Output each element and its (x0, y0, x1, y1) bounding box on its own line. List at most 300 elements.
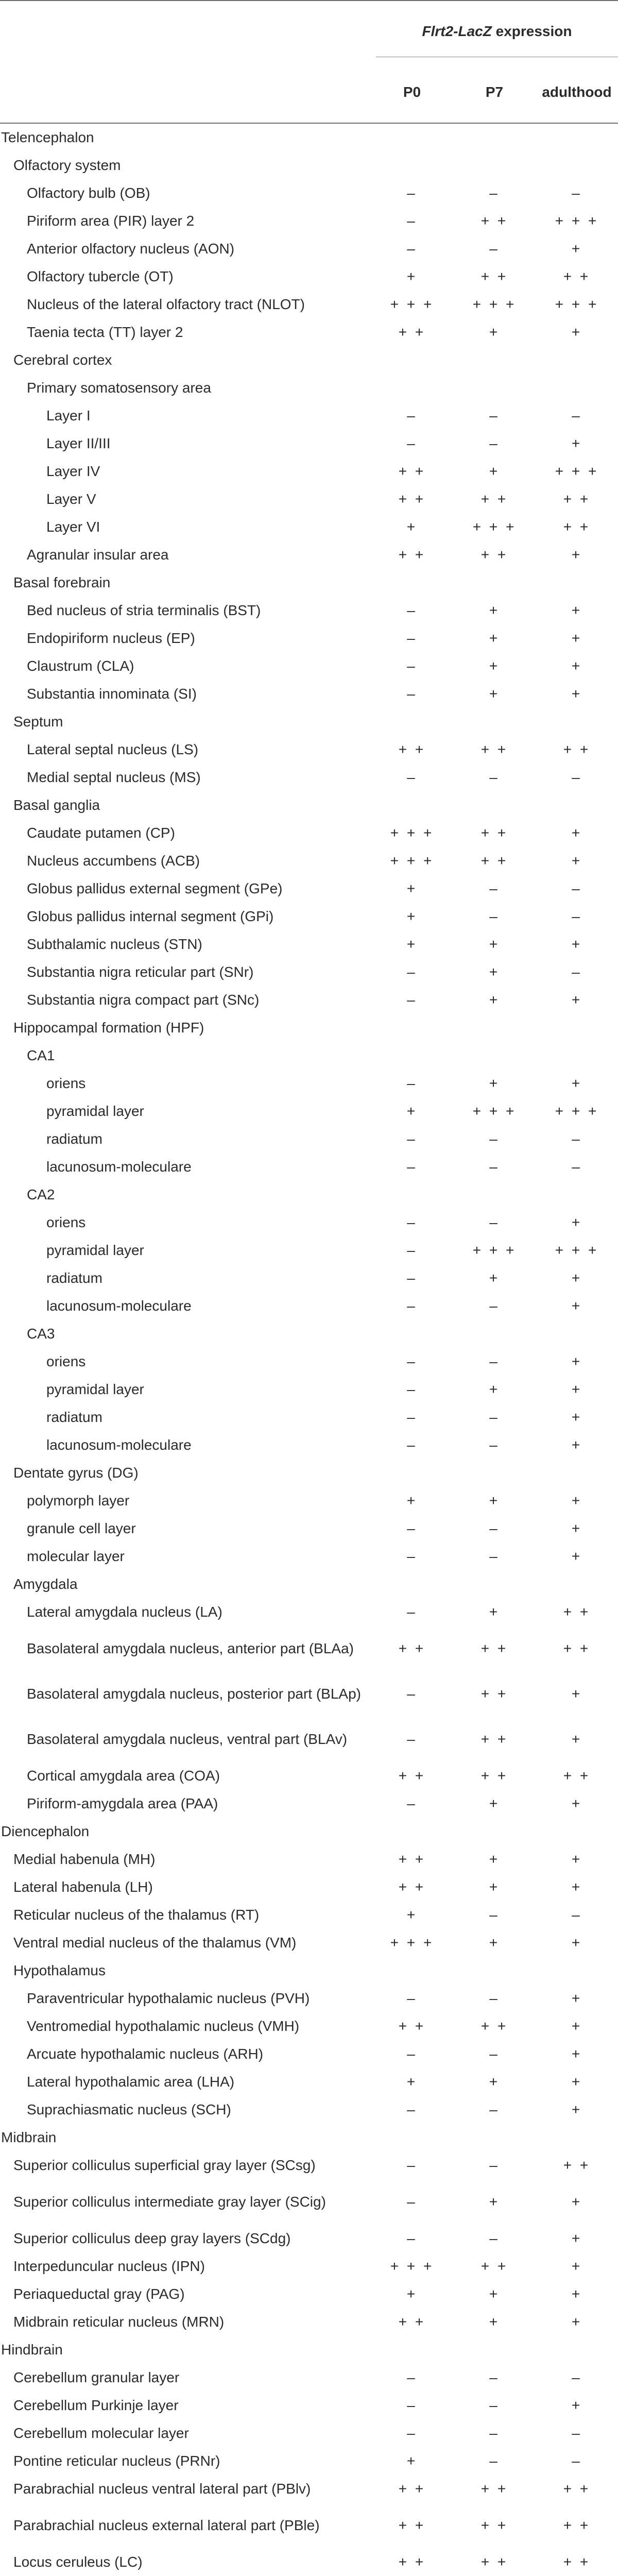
expression-caption (376, 23, 618, 40)
table-row (0, 2548, 618, 2576)
table-row (0, 263, 618, 291)
value-p7: – (489, 185, 500, 201)
region-name: Globus pallidus external segment (GPe) (27, 880, 283, 896)
value-p0: – (407, 2102, 417, 2117)
value-p0: + (406, 936, 418, 952)
table-row (0, 346, 618, 374)
table-row (0, 1431, 618, 1459)
value-adulthood: + + (563, 741, 591, 757)
value-adulthood: + + + (555, 213, 599, 229)
table-row (0, 708, 618, 736)
value-p0: – (407, 241, 417, 257)
table-row (0, 1320, 618, 1348)
table-row (0, 1125, 618, 1153)
value-p0: + (406, 268, 418, 284)
region-name: molecular layer (27, 1548, 125, 1564)
value-adulthood: + (571, 1520, 582, 1536)
table-row (0, 1671, 618, 1717)
value-adulthood: + (571, 1935, 582, 1951)
value-p0: + + (398, 491, 426, 507)
region-name: Ventromedial hypothalamic nucleus (VMH) (27, 2018, 300, 2034)
table-row (0, 2308, 618, 2336)
value-adulthood: + (571, 1879, 582, 1895)
value-p0: – (407, 1353, 417, 1369)
value-adulthood: + (571, 825, 582, 841)
value-p7: + (489, 686, 500, 702)
value-adulthood: + (571, 1075, 582, 1091)
region-name: lacunosum-moleculare (46, 1159, 192, 1175)
region-name: Lateral amygdala nucleus (LA) (27, 1604, 222, 1620)
region-name: Diencephalon (1, 1823, 90, 1839)
value-adulthood: + (571, 2314, 582, 2330)
value-adulthood: + (571, 1298, 582, 1314)
value-p0: – (407, 2397, 417, 2413)
value-p0: + + (398, 1879, 426, 1895)
table-row (0, 2419, 618, 2447)
value-p0: – (407, 1548, 417, 1564)
value-p7: + + (480, 2554, 508, 2570)
value-p7: + + (480, 268, 508, 284)
value-adulthood: + (571, 630, 582, 646)
region-name: Suprachiasmatic nucleus (SCH) (27, 2102, 231, 2117)
value-adulthood: – (572, 964, 582, 980)
value-p0: + (406, 1493, 418, 1509)
region-name: Anterior olfactory nucleus (AON) (27, 241, 235, 257)
table-row (0, 235, 618, 263)
value-p7: – (489, 1131, 500, 1147)
value-adulthood: – (572, 2425, 582, 2441)
value-p7: – (489, 2425, 500, 2441)
region-name: CA3 (27, 1326, 55, 1342)
value-adulthood: + (571, 1548, 582, 1564)
value-p0: – (407, 2369, 417, 2385)
region-name: Medial habenula (MH) (13, 1851, 156, 1867)
table-row (0, 2151, 618, 2179)
value-p7: + + (480, 1640, 508, 1656)
value-p0: – (407, 630, 417, 646)
region-name: Amygdala (13, 1576, 78, 1592)
region-name: Superior colliculus superficial gray layer (SCsg) (13, 2157, 316, 2173)
value-p7: + + (480, 1768, 508, 1784)
table-row (0, 1376, 618, 1403)
value-adulthood: + (571, 2074, 582, 2090)
value-adulthood: + (571, 2286, 582, 2302)
value-p0: + (406, 2074, 418, 2090)
region-name: radiatum (46, 1131, 102, 1147)
value-p7: + (489, 1935, 500, 1951)
value-p7: + (489, 658, 500, 674)
region-name: Basolateral amygdala nucleus, anterior part (BLAa) (27, 1640, 354, 1656)
table-row (0, 875, 618, 903)
table-row (0, 2336, 618, 2364)
table-row (0, 541, 618, 569)
value-adulthood: + + (563, 2554, 591, 2570)
value-p7: + (489, 1493, 500, 1509)
region-name: Hippocampal formation (HPF) (13, 1020, 204, 1036)
region-name: pyramidal layer (46, 1381, 144, 1397)
table-row (0, 847, 618, 875)
value-p0: + + (398, 2554, 426, 2570)
value-p0: – (407, 1520, 417, 1536)
value-adulthood: + (571, 1731, 582, 1747)
value-adulthood: + + (563, 1640, 591, 1656)
value-adulthood: + (571, 2046, 582, 2062)
region-name: Ventral medial nucleus of the thalamus (VM) (13, 1935, 297, 1951)
value-p0: – (407, 1242, 417, 1258)
region-name: Midbrain (1, 2129, 57, 2145)
value-adulthood: + (571, 1686, 582, 1702)
table-row (0, 1929, 618, 1957)
table-row (0, 2252, 618, 2280)
value-p0: – (407, 2425, 417, 2441)
table-row (0, 513, 618, 541)
value-p0: + + (398, 1768, 426, 1784)
value-adulthood: + (571, 324, 582, 340)
region-name: Basal ganglia (13, 797, 100, 813)
table-row (0, 179, 618, 207)
region-name: Substantia nigra reticular part (SNr) (27, 964, 254, 980)
table-caption-row (0, 0, 618, 62)
value-p7: – (489, 2102, 500, 2117)
value-p0: – (407, 658, 417, 674)
value-p0: – (407, 1795, 417, 1811)
table-row (0, 1487, 618, 1515)
region-name: oriens (46, 1353, 86, 1369)
value-adulthood: + (571, 2397, 582, 2413)
value-p7: – (489, 2046, 500, 2062)
value-adulthood: + + + (555, 296, 599, 312)
region-name: Arcuate hypothalamic nucleus (ARH) (27, 2046, 264, 2062)
value-p0: + + (398, 324, 426, 340)
region-name: Globus pallidus internal segment (GPi) (27, 908, 274, 924)
value-p7: + + (480, 2018, 508, 2034)
value-p7: + (489, 1075, 500, 1091)
value-p7: + + + (472, 1103, 517, 1119)
value-adulthood: + + + (555, 1242, 599, 1258)
table-row (0, 791, 618, 819)
value-p0: + (406, 880, 418, 896)
value-adulthood: + + (563, 519, 591, 535)
value-p0: – (407, 1159, 417, 1175)
table-row (0, 1403, 618, 1431)
value-adulthood: + + (563, 491, 591, 507)
value-p7: – (489, 908, 500, 924)
region-name: Pontine reticular nucleus (PRNr) (13, 2453, 220, 2469)
table-row (0, 680, 618, 708)
value-p0: + + + (390, 1935, 434, 1951)
table-row (0, 736, 618, 764)
value-p7: – (489, 1990, 500, 2006)
value-p0: – (407, 1686, 417, 1702)
value-p0: – (407, 686, 417, 702)
region-name: Superior colliculus intermediate gray layer (SCig) (13, 2194, 326, 2210)
table-row (0, 1845, 618, 1873)
value-p7: – (489, 1298, 500, 1314)
value-adulthood: + (571, 936, 582, 952)
table-row (0, 2475, 618, 2503)
table-row (0, 374, 618, 402)
region-name: Piriform-amygdala area (PAA) (27, 1795, 218, 1811)
region-name: Olfactory bulb (OB) (27, 185, 150, 201)
value-p7: + + + (472, 1242, 517, 1258)
value-p7: + (489, 1851, 500, 1867)
value-p7: – (489, 2369, 500, 2385)
region-name: Substantia nigra compact part (SNc) (27, 992, 260, 1008)
value-adulthood: + (571, 1381, 582, 1397)
value-p7: + (489, 463, 500, 479)
value-p0: – (407, 2157, 417, 2173)
region-name: Medial septal nucleus (MS) (27, 769, 201, 785)
value-p0: + + + (390, 853, 434, 869)
value-p7: – (489, 2397, 500, 2413)
value-adulthood: + (571, 2258, 582, 2274)
value-p0: – (407, 1075, 417, 1091)
value-p0: – (407, 1270, 417, 1286)
value-adulthood: + (571, 1493, 582, 1509)
value-adulthood: – (572, 1907, 582, 1923)
value-p0: – (407, 1409, 417, 1425)
value-adulthood: + (571, 1437, 582, 1453)
region-name: Piriform area (PIR) layer 2 (27, 213, 195, 229)
value-p0: + (406, 519, 418, 535)
region-name: Lateral hypothalamic area (LHA) (27, 2074, 235, 2090)
value-p7: – (489, 241, 500, 257)
value-p7: + + (480, 853, 508, 869)
region-name: radiatum (46, 1270, 102, 1286)
region-name: Basolateral amygdala nucleus, ventral part (BLAv) (27, 1731, 348, 1747)
value-p7: + + (480, 213, 508, 229)
region-name: Midbrain reticular nucleus (MRN) (13, 2314, 225, 2330)
value-p0: – (407, 1214, 417, 1230)
region-name: pyramidal layer (46, 1242, 144, 1258)
value-p7: + + (480, 741, 508, 757)
value-p0: – (407, 1131, 417, 1147)
table-row (0, 2179, 618, 2225)
value-p0: + (406, 1103, 418, 1119)
value-adulthood: – (572, 185, 582, 201)
value-adulthood: – (572, 769, 582, 785)
region-name: CA2 (27, 1187, 55, 1202)
value-p0: + + + (390, 825, 434, 841)
value-p7: + (489, 964, 500, 980)
region-name: CA1 (27, 1047, 55, 1063)
value-p0: – (407, 408, 417, 423)
table-row (0, 1348, 618, 1376)
value-p0: – (407, 2230, 417, 2246)
value-adulthood: – (572, 2453, 582, 2469)
region-name: Telencephalon (1, 129, 94, 145)
table-row (0, 2364, 618, 2392)
region-name: Taenia tecta (TT) layer 2 (27, 324, 183, 340)
column-header-p7: P7 (485, 84, 504, 100)
table-row (0, 1570, 618, 1598)
value-p0: + + (398, 2018, 426, 2034)
value-adulthood: + + (563, 1768, 591, 1784)
table-row (0, 1901, 618, 1929)
value-adulthood: + + (563, 268, 591, 284)
region-name: Nucleus of the lateral olfactory tract (NLOT) (27, 296, 305, 312)
value-p7: – (489, 1437, 500, 1453)
value-p0: + (406, 2453, 418, 2469)
value-adulthood: + (571, 1990, 582, 2006)
value-p0: + (406, 1907, 418, 1923)
table-row (0, 485, 618, 513)
value-p7: – (489, 2453, 500, 2469)
region-name: Cerebellum granular layer (13, 2369, 180, 2385)
value-p7: + (489, 2194, 500, 2210)
value-p7: + + (480, 1731, 508, 1747)
value-p7: + (489, 602, 500, 618)
value-p0: – (407, 1990, 417, 2006)
value-p0: + + (398, 547, 426, 563)
region-name: Parabrachial nucleus ventral lateral part (PBlv) (13, 2481, 311, 2497)
region-name: polymorph layer (27, 1493, 130, 1509)
table-row (0, 1459, 618, 1487)
column-header-row (0, 62, 618, 124)
value-adulthood: – (572, 880, 582, 896)
region-name: Cerebellum molecular layer (13, 2425, 189, 2441)
region-name: Cerebral cortex (13, 352, 112, 368)
table-row (0, 430, 618, 457)
value-adulthood: – (572, 408, 582, 423)
value-p7: + + (480, 491, 508, 507)
value-adulthood: – (572, 2369, 582, 2385)
value-adulthood: + (571, 1270, 582, 1286)
region-name: Layer II/III (46, 435, 111, 451)
region-name: Lateral septal nucleus (LS) (27, 741, 199, 757)
table-row (0, 1264, 618, 1292)
value-p7: – (489, 769, 500, 785)
region-name: Bed nucleus of stria terminalis (BST) (27, 602, 261, 618)
value-p7: + + (480, 2517, 508, 2533)
region-name: radiatum (46, 1409, 102, 1425)
region-name: Interpeduncular nucleus (IPN) (13, 2258, 205, 2274)
value-p0: – (407, 602, 417, 618)
value-adulthood: + (571, 2194, 582, 2210)
table-row (0, 291, 618, 318)
table-row (0, 1762, 618, 1790)
table-row (0, 2225, 618, 2252)
table-row (0, 2040, 618, 2068)
table-row (0, 930, 618, 958)
table-row (0, 1543, 618, 1570)
table-row (0, 2503, 618, 2548)
region-name: Reticular nucleus of the thalamus (RT) (13, 1907, 260, 1923)
table-row (0, 1236, 618, 1264)
region-name: Septum (13, 714, 63, 730)
value-adulthood: + (571, 853, 582, 869)
value-adulthood: + + + (555, 1103, 599, 1119)
region-name: Subthalamic nucleus (STN) (27, 936, 202, 952)
table-row (0, 958, 618, 986)
region-name: Basolateral amygdala nucleus, posterior part (BLAp) (27, 1686, 362, 1702)
value-p7: – (489, 1409, 500, 1425)
value-p7: – (489, 2230, 500, 2246)
value-adulthood: + (571, 686, 582, 702)
value-adulthood: + + (563, 1604, 591, 1620)
table-row (0, 1181, 618, 1209)
value-p7: + + (480, 2258, 508, 2274)
region-name: Cerebellum Purkinje layer (13, 2397, 179, 2413)
region-name: oriens (46, 1214, 86, 1230)
table-row (0, 2012, 618, 2040)
value-p7: + (489, 1879, 500, 1895)
region-name: lacunosum-moleculare (46, 1437, 192, 1453)
table-row (0, 2447, 618, 2475)
value-p7: + (489, 1795, 500, 1811)
region-name: Olfactory system (13, 157, 121, 173)
region-name: Cortical amygdala area (COA) (27, 1768, 220, 1784)
value-p7: – (489, 408, 500, 423)
value-p7: + + (480, 825, 508, 841)
value-p0: – (407, 992, 417, 1008)
table-row (0, 1070, 618, 1097)
value-adulthood: + (571, 547, 582, 563)
value-p7: – (489, 1907, 500, 1923)
value-p7: + (489, 1270, 500, 1286)
value-p0: + + (398, 463, 426, 479)
region-name: Dentate gyrus (DG) (13, 1465, 139, 1481)
value-p0: + + + (390, 296, 434, 312)
table-row (0, 1985, 618, 2012)
region-name: Parabrachial nucleus external lateral part (PBle) (13, 2517, 320, 2533)
value-p0: – (407, 2046, 417, 2062)
gene-name: Flrt2-LacZ (422, 23, 492, 39)
value-p7: – (489, 2157, 500, 2173)
value-p0: + + (398, 2517, 426, 2533)
value-adulthood: + + (563, 2157, 591, 2173)
table-row (0, 1515, 618, 1543)
table-row (0, 652, 618, 680)
value-p0: – (407, 1731, 417, 1747)
table-row (0, 1153, 618, 1181)
value-p7: + (489, 2314, 500, 2330)
value-p0: – (407, 435, 417, 451)
region-name: Periaqueductal gray (PAG) (13, 2286, 185, 2302)
value-adulthood: + (571, 435, 582, 451)
region-name: Lateral habenula (LH) (13, 1879, 153, 1895)
value-adulthood: – (572, 908, 582, 924)
value-adulthood: + (571, 2018, 582, 2034)
table-row (0, 1957, 618, 1985)
table-row (0, 569, 618, 597)
value-p7: + (489, 1604, 500, 1620)
value-p0: – (407, 2194, 417, 2210)
table-row (0, 1042, 618, 1070)
region-name: Locus ceruleus (LC) (13, 2554, 143, 2570)
table-row (0, 2280, 618, 2308)
value-p0: + (406, 908, 418, 924)
value-p7: + + + (472, 296, 517, 312)
value-p0: – (407, 1437, 417, 1453)
value-p0: – (407, 1381, 417, 1397)
region-name: Primary somatosensory area (27, 380, 211, 396)
value-p0: + (406, 2286, 418, 2302)
value-p0: + + (398, 1640, 426, 1656)
table-row (0, 764, 618, 791)
value-p0: + + (398, 2481, 426, 2497)
table-row (0, 1014, 618, 1042)
region-name: Olfactory tubercle (OT) (27, 268, 174, 284)
value-p0: – (407, 1604, 417, 1620)
value-adulthood: + (571, 602, 582, 618)
value-p7: + + + (472, 519, 517, 535)
table-row (0, 903, 618, 930)
region-name: Superior colliculus deep gray layers (SCdg) (13, 2230, 291, 2246)
value-p7: + (489, 992, 500, 1008)
column-header-p0: P0 (403, 84, 421, 100)
value-p7: + (489, 2074, 500, 2090)
